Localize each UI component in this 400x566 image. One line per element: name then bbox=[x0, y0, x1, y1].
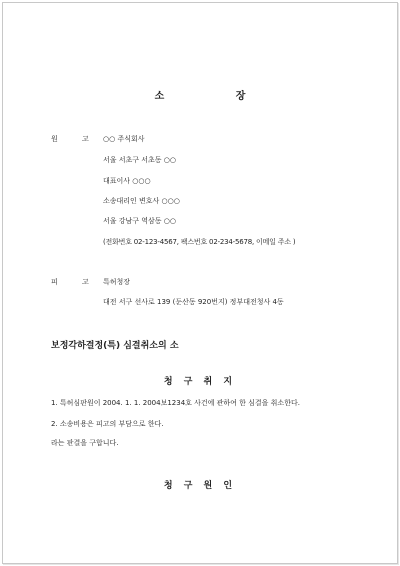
claim-purpose-heading: 청 구 취 지 bbox=[163, 377, 237, 387]
plaintiff-contact-line: (전화번호 02-123-4567, 팩스번호 02-234-5678, 이메일 주소 ) bbox=[103, 238, 296, 246]
case-title: 보정각하결정(특) 심결취소의 소 bbox=[51, 341, 179, 351]
plaintiff-label: 원 고 bbox=[51, 135, 100, 143]
defendant-line: 특허청장 bbox=[103, 278, 131, 286]
plaintiff-line: 서울 강남구 역삼동 ○○ bbox=[103, 217, 176, 225]
document-title: 소 장 bbox=[154, 91, 280, 102]
plaintiff-line: 서울 서초구 서초동 ○○ bbox=[103, 156, 176, 164]
claim-closing: 라는 판결을 구합니다. bbox=[51, 439, 119, 447]
defendant-address-line: 대전 서구 선사로 139 (둔산동 920번지) 정부대전청사 4동 bbox=[103, 298, 284, 306]
claim-cause-heading: 청 구 원 인 bbox=[163, 481, 237, 491]
plaintiff-line: ○○ 주식회사 bbox=[103, 135, 145, 143]
plaintiff-line: 소송대리인 변호사 ○○○ bbox=[103, 197, 180, 205]
claim-item: 1. 특허심판원이 2004. 1. 1. 2004보1234호 사건에 관하여 한 심결을 취소한다. bbox=[51, 399, 300, 407]
defendant-label: 피 고 bbox=[51, 278, 100, 286]
claim-item: 2. 소송비용은 피고의 부담으로 한다. bbox=[51, 420, 164, 428]
plaintiff-line: 대표이사 ○○○ bbox=[103, 177, 151, 185]
